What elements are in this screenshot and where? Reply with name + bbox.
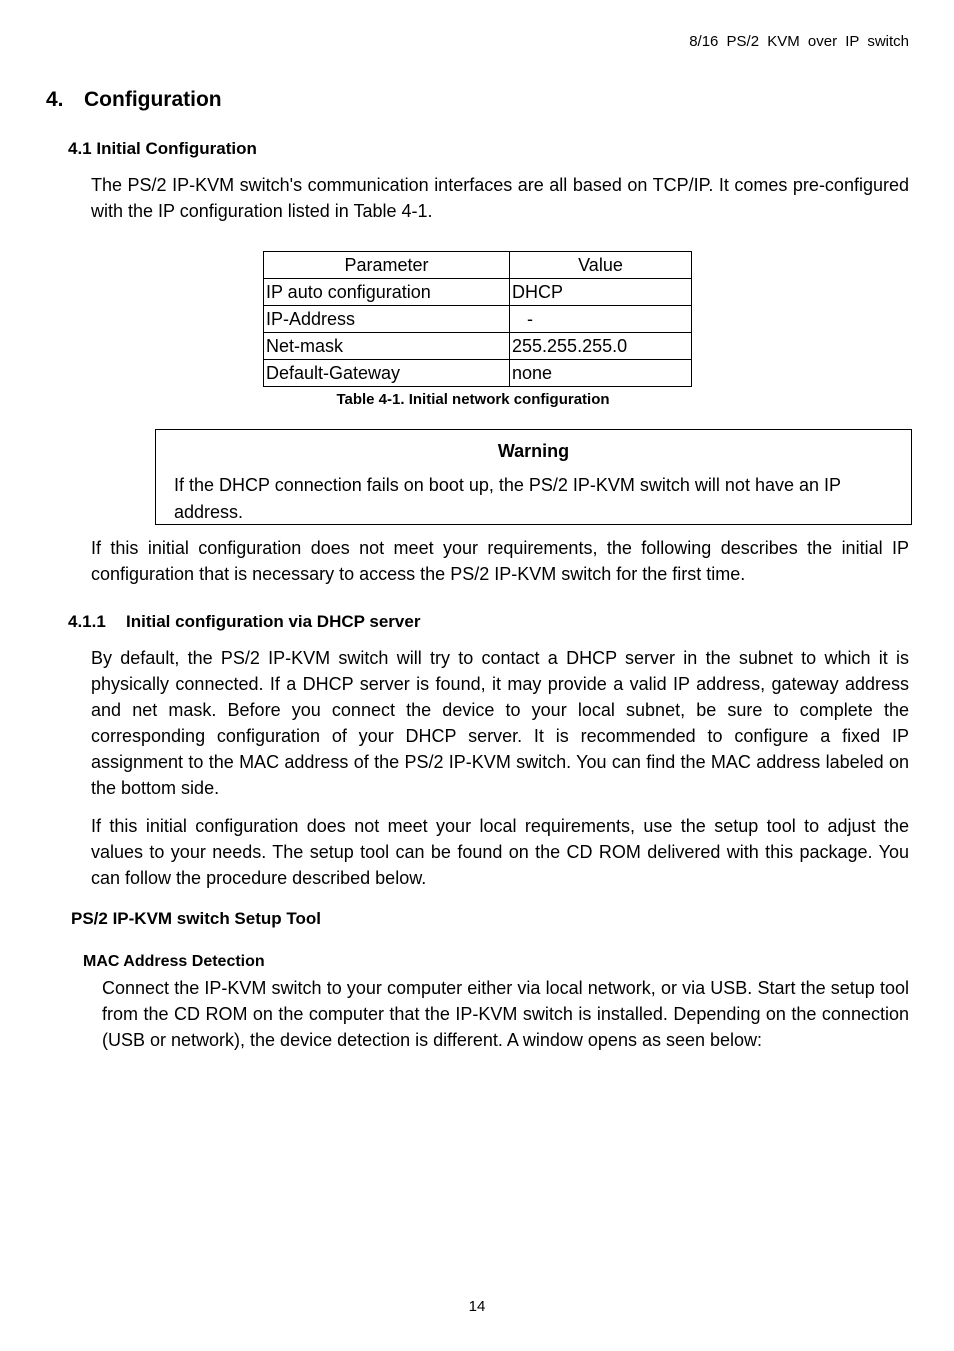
warning-title: Warning [497,441,570,461]
table-row [264,333,692,360]
warning-box [155,429,912,525]
page-number: 14 [468,1298,486,1315]
subsection-heading-4-1: 4.1 Initial Configuration [68,139,257,158]
mac-detection-heading: MAC Address Detection [83,953,265,970]
initial-config-table [263,251,692,387]
warning-text: If the DHCP connection fails on boot up, the PS/2 IP-KVM switch will not have an IP address. [174,475,841,522]
table-cell: IP auto configuration [264,279,510,306]
table-cell: IP-Address [264,306,510,333]
subsection-title: Initial configuration via DHCP server [126,612,421,631]
subsection-heading-4-1-1 [68,612,420,632]
section-heading [46,88,222,112]
table-header-cell: Parameter [264,252,510,279]
table-row [264,360,692,387]
intro-paragraph: The PS/2 IP-KVM switch's communication interfaces are all based on TCP/IP. It comes pre-configured with the IP configuration listed in Table 4-1. [91,175,909,221]
section-title: Configuration [84,88,222,111]
running-header: 8/16 PS/2 KVM over IP switch [689,33,909,50]
table-row [264,279,692,306]
dhcp-paragraph-1: By default, the PS/2 IP-KVM switch will try to contact a DHCP server in the subnet to which it is physically connected. If a DHCP server is found, it may provide a valid IP address, gateway address and net mask. Before you connect the device to your local subnet, be sure to complete the corresponding configuration of your DHCP server. It is recommended to configure a fixed IP assignment to the MAC address of the PS/2 IP-KVM switch. You can find the MAC address labeled on the bottom side. [91,648,909,798]
dhcp-paragraph-2: If this initial configuration does not meet your local requirements, use the setup tool to adjust the values to your needs. The setup tool can be found on the CD ROM delivered with this package. You can follow the procedure described below. [91,816,909,888]
mac-detection-paragraph: Connect the IP-KVM switch to your computer either via local network, or via USB. Start the setup tool from the CD ROM on the computer that the IP-KVM switch is installed. Depending on the connection (USB or network), the device detection is different. A window opens as seen below: [102,978,909,1050]
table-row [264,306,692,333]
after-warning-paragraph: If this initial configuration does not meet your requirements, the following describes the initial IP configuration that is necessary to access the PS/2 IP-KVM switch for the first time. [91,538,909,584]
subsection-number: 4.1.1 [68,612,106,631]
table-header-cell: Value [510,252,692,279]
table-caption: Table 4-1. Initial network configuration [336,391,610,408]
table-header-row [264,252,692,279]
table-cell: DHCP [510,279,692,306]
table-cell: Net-mask [264,333,510,360]
table-cell: Default-Gateway [264,360,510,387]
table-cell: 255.255.255.0 [510,333,692,360]
table-cell: none [510,360,692,387]
setup-tool-heading: PS/2 IP-KVM switch Setup Tool [71,909,321,928]
table-cell: - [510,306,692,333]
section-number: 4. [46,88,64,111]
